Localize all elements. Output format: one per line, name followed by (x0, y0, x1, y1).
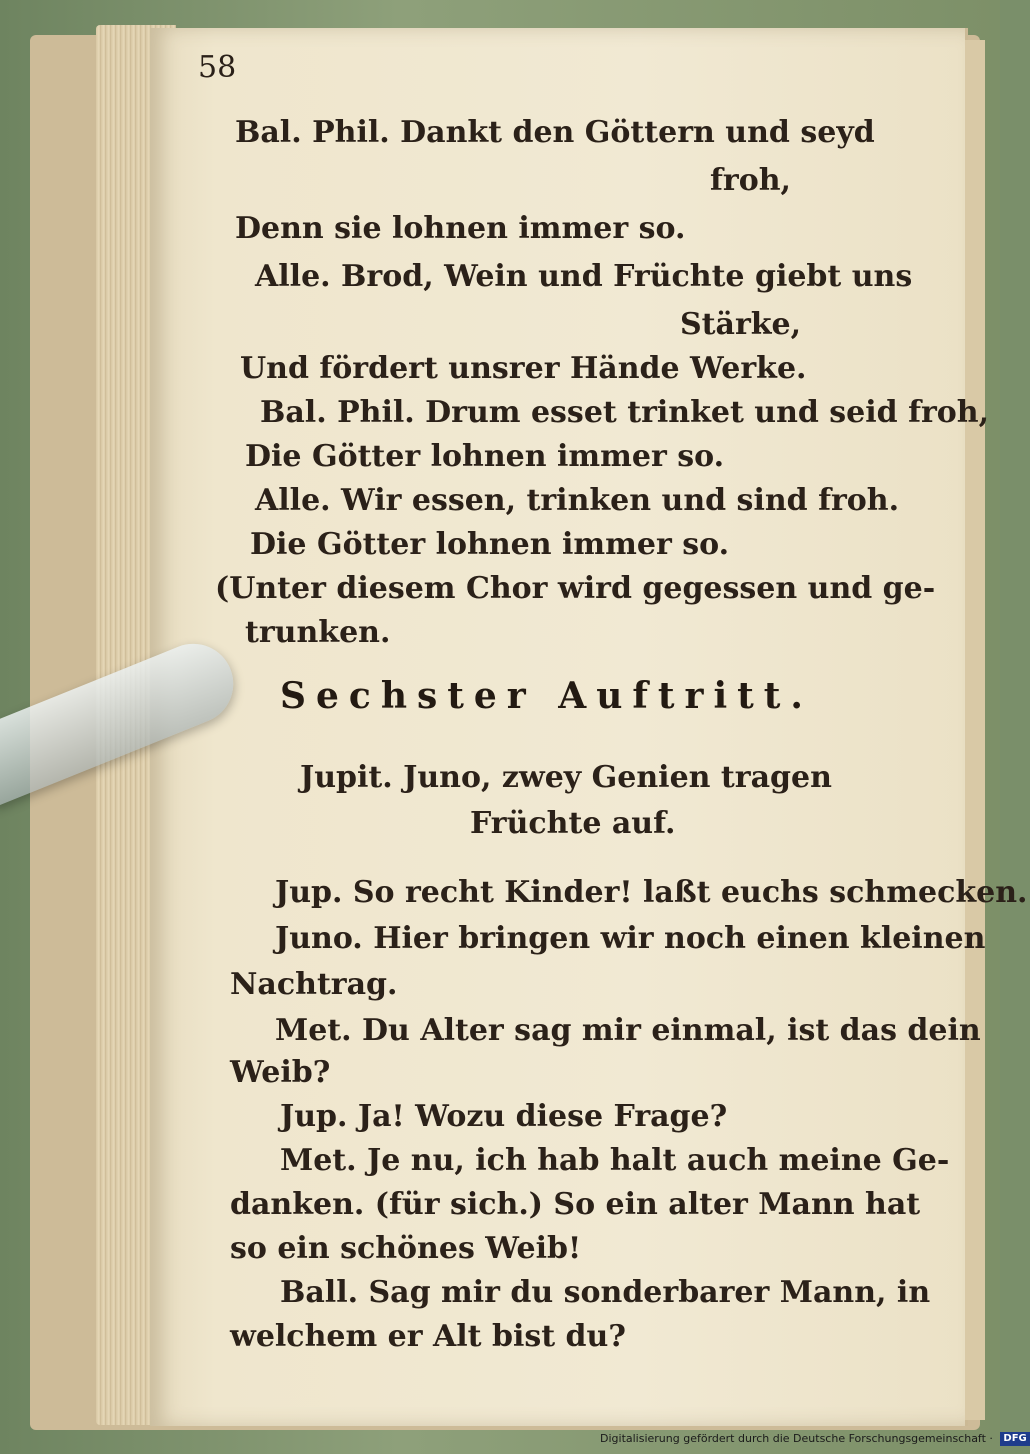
text-line: Jup. Ja! Wozu diese Frage? (280, 1099, 728, 1134)
text-line: trunken. (245, 615, 391, 650)
text-line: Und fördert unsrer Hände Werke. (240, 351, 807, 386)
text-line: froh, (710, 163, 791, 198)
text-line: Früchte auf. (470, 806, 676, 841)
digitization-footer (600, 1432, 1030, 1450)
text-line: welchem er Alt bist du? (230, 1319, 626, 1354)
text-line: Met. Je nu, ich hab halt auch meine Ge- (280, 1143, 950, 1178)
text-line: Alle. Wir essen, trinken und sind froh. (255, 483, 900, 518)
text-line: Juno. Hier bringen wir noch einen kleinen (275, 921, 986, 956)
text-line: Bal. Phil. Dankt den Göttern und seyd (235, 115, 875, 150)
page-number: 58 (198, 50, 237, 85)
text-line: Weib? (230, 1055, 331, 1090)
text-line: Stärke, (680, 307, 802, 342)
text-line: danken. (für sich.) So ein alter Mann hat (230, 1187, 921, 1222)
text-line: Bal. Phil. Drum esset trinket und seid froh, (260, 395, 990, 430)
text-line: Jup. So recht Kinder! laßt euchs schmecken. (275, 875, 1028, 910)
dfg-logo: DFG (1000, 1432, 1029, 1446)
text-line: Denn sie lohnen immer so. (235, 211, 686, 246)
text-line: Met. Du Alter sag mir einmal, ist das dein (275, 1013, 981, 1048)
text-line: Die Götter lohnen immer so. (250, 527, 730, 562)
scene-heading: Sechster Auftritt. (280, 675, 813, 717)
text-line: Jupit. Juno, zwey Genien tragen (300, 760, 832, 795)
page-right-edge (965, 40, 985, 1420)
text-line: Ball. Sag mir du sonderbarer Mann, in (280, 1275, 931, 1310)
text-line: Nachtrag. (230, 967, 398, 1002)
text-line: (Unter diesem Chor wird gegessen und ge- (215, 571, 936, 606)
text-line: Alle. Brod, Wein und Früchte giebt uns (255, 259, 913, 294)
text-line: Die Götter lohnen immer so. (245, 439, 725, 474)
text-line: so ein schönes Weib! (230, 1231, 582, 1266)
footer-text: Digitalisierung gefördert durch die Deutsche Forschungsgemeinschaft · (600, 1432, 993, 1445)
